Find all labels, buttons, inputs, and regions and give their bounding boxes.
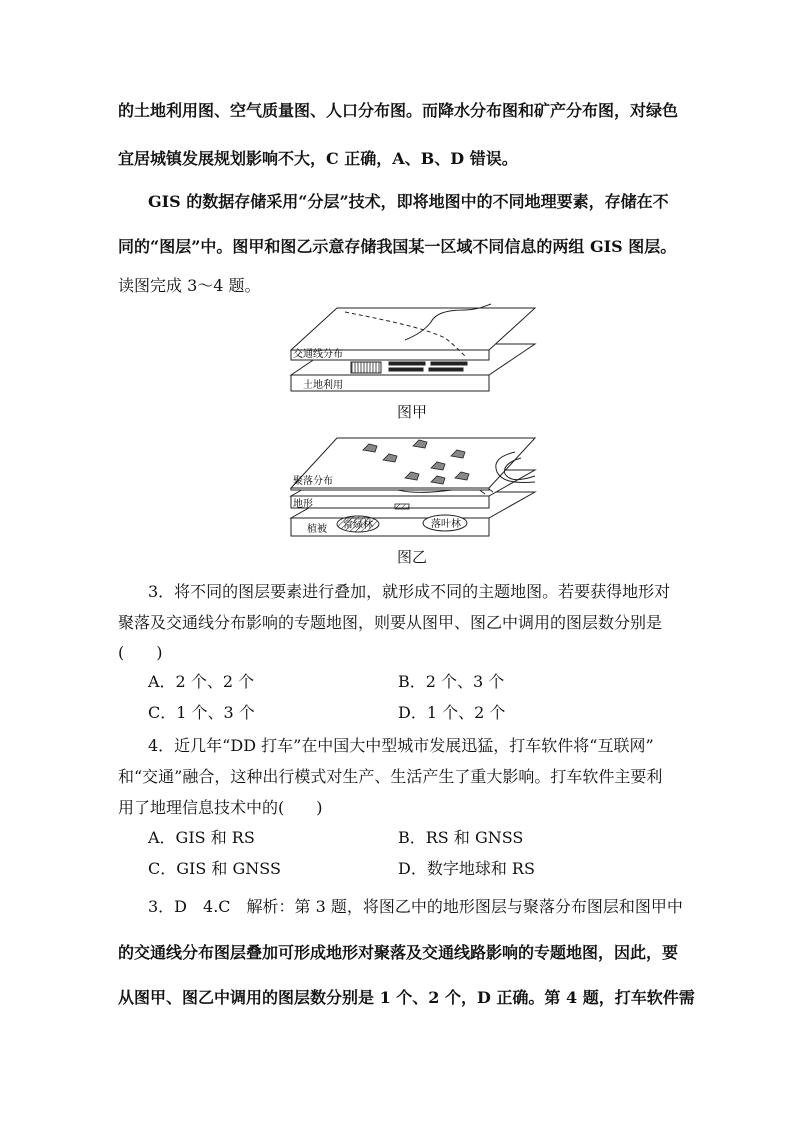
paragraph-2-line-1: GIS 的数据存储采用“分层”技术，即将地图中的不同地理要素，存储在不 <box>148 192 669 211</box>
question-3-option-a: A．2 个、2 个 <box>148 672 255 691</box>
question-4-line-3: 用了地理信息技术中的( ) <box>118 798 323 817</box>
answer-line-1: 3．D 4.C 解析：第 3 题，将图乙中的地形图层与聚落分布图层和图甲中 <box>148 897 683 916</box>
question-3-option-d: D．1 个、2 个 <box>398 703 506 722</box>
figure-jia-caption: 图甲 <box>397 403 428 421</box>
question-4-option-b: B．RS 和 GNSS <box>398 828 524 847</box>
question-4-option-c: C．GIS 和 GNSS <box>148 859 281 878</box>
question-4-option-d: D．数字地球和 RS <box>398 859 535 878</box>
figure-yi-caption: 图乙 <box>397 548 428 566</box>
paragraph-1-line-1: 的土地利用图、空气质量图、人口分布图。而降水分布图和矿产分布图，对绿色 <box>118 101 679 120</box>
paragraph-2-line-2: 同的“图层”中。图甲和图乙示意存储我国某一区域不同信息的两组 GIS 图层。 <box>118 237 677 256</box>
paragraph-2-line-3: 读图完成 3～4 题。 <box>118 276 261 295</box>
question-4-line-1: 4．近几年“DD 打车”在中国大中型城市发展迅猛，打车软件将“互联网” <box>148 736 654 755</box>
yi-layer-bottom-label: 植被 <box>307 524 327 535</box>
paragraph-1-line-2: 宜居城镇发展规划影响不大，C 正确，A、B、D 错误。 <box>118 149 518 168</box>
yi-layer-mid-label: 地形 <box>293 499 313 510</box>
question-4-option-a: A．GIS 和 RS <box>148 828 255 847</box>
figure-yi-diagram <box>285 432 540 542</box>
question-3-line-3: ( ) <box>118 643 163 662</box>
yi-forest2-label: 落叶林 <box>431 519 461 530</box>
jia-layer-top-label: 交通线分布 <box>293 349 343 360</box>
question-3-option-b: B．2 个、3 个 <box>398 672 505 691</box>
yi-forest1-label: 常绿林 <box>343 520 373 531</box>
answer-line-2: 的交通线分布图层叠加可形成地形对聚落及交通线路影响的专题地图，因此，要 <box>118 943 679 962</box>
jia-layer-bottom-label: 土地利用 <box>303 380 343 391</box>
question-3-line-2: 聚落及交通线分布影响的专题地图，则要从图甲、图乙中调用的图层数分别是 <box>118 613 663 632</box>
question-3-line-1: 3．将不同的图层要素进行叠加，就形成不同的主题地图。若要获得地形对 <box>148 582 671 601</box>
figure-jia-diagram <box>285 300 540 398</box>
question-4-line-2: 和“交通”融合，这种出行模式对生产、生活产生了重大影响。打车软件主要利 <box>118 767 663 786</box>
yi-layer-top-label: 聚落分布 <box>293 476 333 487</box>
question-3-option-c: C．1 个、3 个 <box>148 703 255 722</box>
answer-line-3: 从图甲、图乙中调用的图层数分别是 1 个、2 个，D 正确。第 4 题，打车软件需 <box>118 988 695 1007</box>
